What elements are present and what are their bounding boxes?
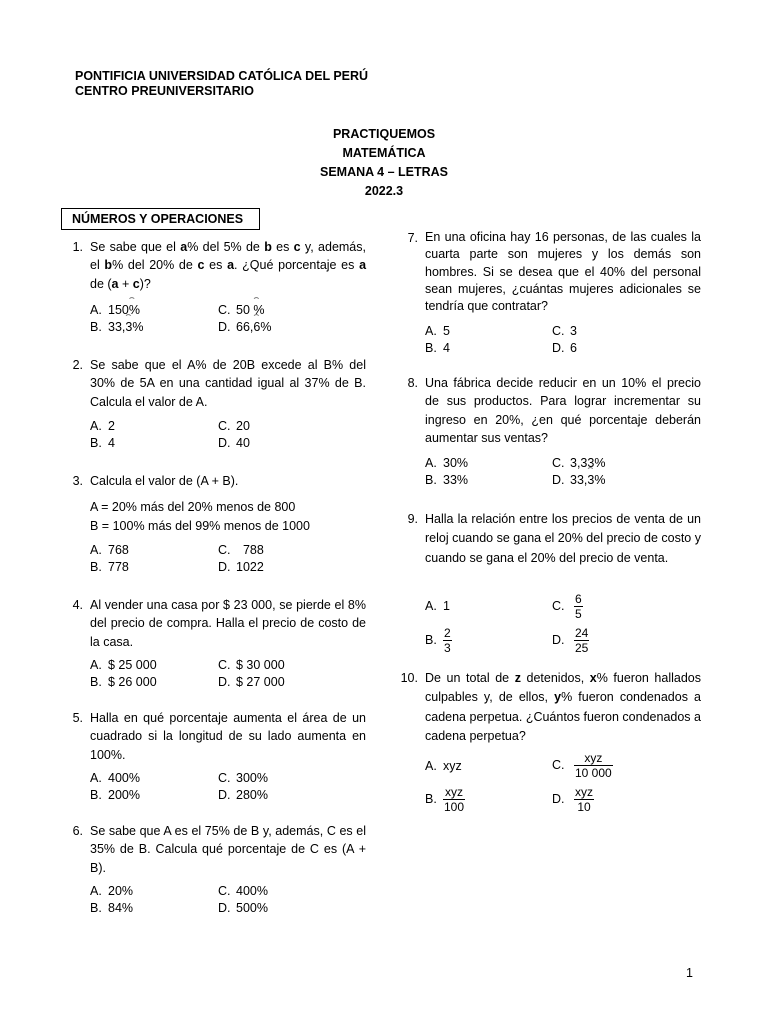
option-a: A. $ 25 000 bbox=[90, 658, 157, 672]
page-number: 1 bbox=[686, 966, 693, 980]
doc-title-practiquemos: PRACTIQUEMOS bbox=[332, 127, 436, 141]
question-number: 7. bbox=[407, 231, 418, 245]
option-c: C. 788 bbox=[218, 543, 264, 557]
option-a: A. 400% bbox=[90, 771, 140, 785]
option-a: A. 20% bbox=[90, 884, 134, 898]
question-text: En una oficina hay 16 personas, de las cuales la cuarta parte son mujeres y los demás son hombres. Si se desea que el 40% del personal sean mujeres, ¿cuántas mujeres adicionales se tendría que contratar? bbox=[425, 230, 701, 314]
option-c: C. 300% bbox=[218, 771, 268, 785]
question-text: Se sabe que el A% de 20B excede al B% del 30% de 5A en una cantidad igual al 37% de B. Calcula el valor de A. bbox=[90, 358, 366, 409]
option-a: A. 5 bbox=[425, 324, 450, 338]
option-b: B. 200% bbox=[90, 788, 140, 802]
option-a: A. 768 bbox=[90, 543, 129, 557]
option-d: D. 40 bbox=[218, 436, 250, 450]
question-number: 5. bbox=[72, 711, 83, 725]
option-b: B. 4 bbox=[425, 341, 450, 355]
given-b: B = 100% más del 99% menos de 1000 bbox=[90, 518, 310, 533]
option-d: D. 280% bbox=[218, 788, 268, 802]
center-name: CENTRO PREUNIVERSITARIO bbox=[75, 84, 254, 98]
question-number: 8. bbox=[407, 376, 418, 390]
question-text: Calcula el valor de (A + B). bbox=[90, 474, 239, 488]
question-number: 4. bbox=[72, 598, 83, 612]
question-10 bbox=[396, 669, 701, 829]
option-a: A. xyz bbox=[425, 759, 462, 773]
question-text: Al vender una casa por $ 23 000, se pierde el 8% del precio de compra. Halla el precio de costo de la casa. bbox=[90, 598, 366, 649]
question-text: Halla la relación entre los precios de venta de un reloj cuando se gana el 20% del precio de costo y cuando se gana el 20% del precio de venta. bbox=[425, 512, 701, 565]
question-text: Halla en qué porcentaje aumenta el área de un cuadrado si la longitud de su lado aumenta en 100%. bbox=[90, 711, 366, 762]
question-text: De un total de z detenidos, x% fueron hallados culpables y, de ellos, y% fueron condenados a cadena perpetua. ¿Cuántos fueron condenados a cadena perpetua? bbox=[425, 671, 701, 743]
question-1 bbox=[61, 238, 366, 333]
option-d: D. 6 bbox=[552, 341, 577, 355]
option-a: A. 150⌢ % bbox=[90, 302, 140, 319]
option-d: D. 1022 bbox=[218, 560, 264, 574]
option-b: B. $\frac{2}{3}$ bbox=[425, 626, 451, 655]
question-8 bbox=[396, 374, 701, 494]
option-b: B. 4 bbox=[90, 436, 115, 450]
section-title: NÚMEROS Y OPERACIONES bbox=[61, 208, 260, 230]
question-number: 10. bbox=[400, 671, 418, 685]
option-d: D. 66,⌢ 6% bbox=[218, 319, 271, 336]
option-d: D. $ 27 000 bbox=[218, 675, 285, 689]
question-7 bbox=[396, 229, 701, 359]
option-c: C. 50 ⌢ % bbox=[218, 302, 265, 319]
option-c: C. 3,33% bbox=[552, 456, 606, 470]
doc-title-week: SEMANA 4 – LETRAS bbox=[319, 165, 449, 179]
question-number: 6. bbox=[72, 824, 83, 838]
option-d: D. $\frac{24}{25}$ bbox=[552, 626, 589, 655]
option-b: B. 84% bbox=[90, 901, 134, 915]
question-text: Se sabe que A es el 75% de B y, además, C es el 35% de B. Calcula qué porcentaje de C es (A + B). bbox=[90, 824, 366, 875]
doc-title-period: 2022.3 bbox=[364, 184, 404, 198]
question-4 bbox=[61, 596, 366, 691]
option-c: C. $\frac{6}{5}$ bbox=[552, 592, 582, 621]
option-c: C. 20 bbox=[218, 419, 250, 433]
question-number: 3. bbox=[72, 474, 83, 488]
question-2 bbox=[61, 356, 366, 451]
question-number: 2. bbox=[72, 358, 83, 372]
option-c: C. 3 bbox=[552, 324, 577, 338]
option-a: A. 2 bbox=[90, 419, 115, 433]
question-number: 1. bbox=[72, 240, 83, 254]
option-d: D. $\frac{\text{xyz}}{10}$ bbox=[552, 785, 593, 814]
option-b: B. 33% bbox=[425, 473, 469, 487]
question-6 bbox=[61, 822, 366, 922]
option-b: B. 778 bbox=[90, 560, 129, 574]
option-a: A. 1 bbox=[425, 599, 450, 613]
option-c: C. $ 30 000 bbox=[218, 658, 285, 672]
option-d: D. 33,⌢ 3% bbox=[552, 472, 605, 489]
given-a: A = 20% más del 20% menos de 800 bbox=[90, 500, 296, 514]
option-b: B. $ 26 000 bbox=[90, 675, 157, 689]
question-text: Una fábrica decide reducir en un 10% el precio de sus productos. Para lograr incrementar su ingreso en 20%, ¿en qué porcentaje deberán aumentar sus ventas? bbox=[425, 376, 701, 445]
question-5 bbox=[61, 709, 366, 804]
option-a: A. 30% bbox=[425, 456, 469, 470]
option-c: C. 400% bbox=[218, 884, 268, 898]
question-text: Se sabe que el a% del 5% de b es c y, además, el b% del 20% de c es a. ¿Qué porcentaje es a de (a + c)? bbox=[90, 240, 367, 291]
option-d: D. 500% bbox=[218, 901, 268, 915]
option-c: C. $\frac{\text{xyz}}{10 000}$ bbox=[552, 751, 612, 780]
question-number: 9. bbox=[407, 512, 418, 526]
question-9 bbox=[396, 510, 701, 660]
question-3 bbox=[61, 472, 366, 582]
option-b: B. 33,⌢ 3% bbox=[90, 319, 143, 336]
doc-title-subject: MATEMÁTICA bbox=[342, 146, 426, 160]
option-b: B. $\frac{\text{xyz}}{100}$ bbox=[425, 785, 465, 814]
institution-name: PONTIFICIA UNIVERSIDAD CATÓLICA DEL PERÚ bbox=[75, 69, 369, 83]
